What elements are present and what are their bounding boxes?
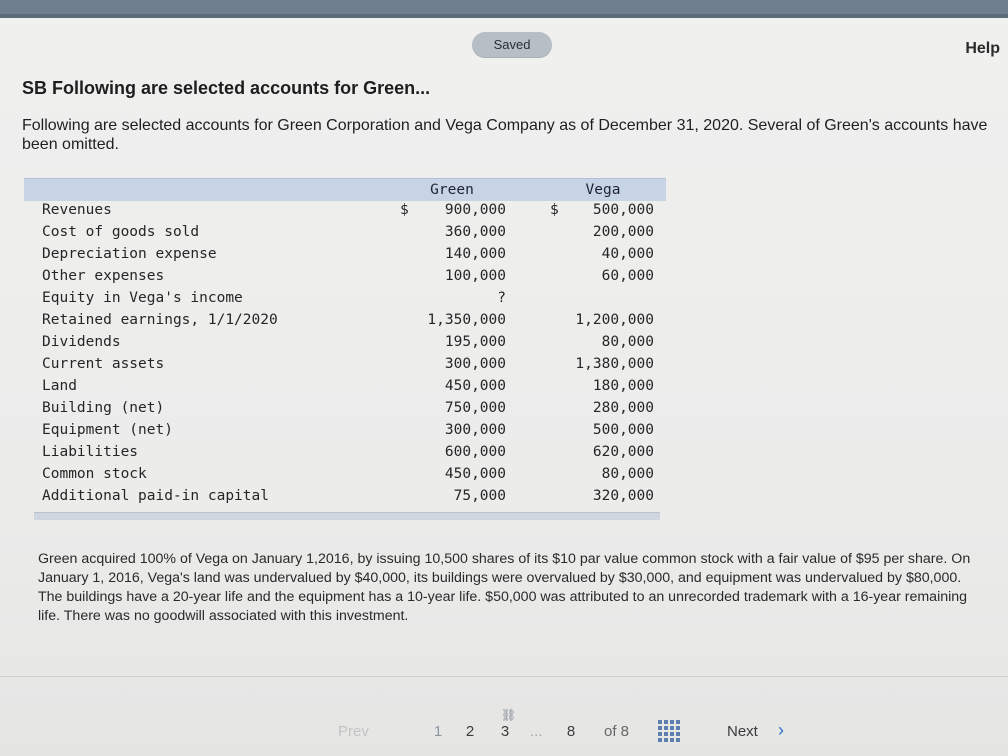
row-label: Common stock	[42, 466, 147, 482]
question-title: SB Following are selected accounts for Green...	[22, 78, 431, 98]
row-label: Dividends	[42, 334, 121, 350]
row-label: Land	[42, 378, 77, 394]
table-row	[24, 222, 666, 243]
row-label: Liabilities	[42, 444, 139, 460]
page-1-button[interactable]: 1	[433, 723, 443, 740]
row-label: Revenues	[42, 202, 112, 218]
table-row	[24, 244, 666, 265]
help-link[interactable]: Help	[965, 40, 1000, 57]
prev-button[interactable]: Prev	[338, 723, 369, 740]
vega-value: 60,000	[601, 268, 654, 284]
page-2-button[interactable]: 2	[465, 723, 475, 740]
vega-value: 80,000	[601, 466, 654, 482]
question-pager	[0, 708, 1008, 754]
accounts-table	[24, 178, 666, 520]
row-label: Equity in Vega's income	[42, 290, 243, 306]
green-value: 450,000	[444, 378, 506, 394]
row-label: Additional paid-in capital	[42, 488, 269, 504]
table-row	[24, 442, 666, 463]
row-label: Retained earnings, 1/1/2020	[42, 312, 278, 328]
green-value: 300,000	[444, 356, 506, 372]
browser-top-strip	[0, 0, 1008, 18]
column-header-vega: Vega	[585, 182, 621, 198]
vega-value: 1,200,000	[575, 312, 654, 328]
page-count-label: of 8	[604, 723, 630, 740]
vega-value: 280,000	[592, 400, 654, 416]
green-value: 900,000	[444, 202, 506, 218]
green-value: 600,000	[444, 444, 506, 460]
table-header-row	[24, 178, 666, 201]
row-label: Current assets	[42, 356, 165, 372]
green-value: 140,000	[444, 246, 506, 262]
row-label: Building (net)	[42, 400, 165, 416]
column-header-green: Green	[430, 182, 474, 198]
vega-value: 80,000	[601, 334, 654, 350]
vega-value: 1,380,000	[575, 356, 654, 372]
table-row	[24, 398, 666, 419]
row-label: Cost of goods sold	[42, 224, 200, 240]
pager-ellipsis: ...	[530, 723, 543, 740]
row-label: Equipment (net)	[42, 422, 173, 438]
page-3-button[interactable]: 3	[500, 723, 510, 740]
table-row	[24, 354, 666, 375]
table-row	[24, 266, 666, 287]
table-row	[24, 332, 666, 353]
green-value: 195,000	[444, 334, 506, 350]
vega-currency-symbol: $	[550, 202, 559, 218]
section-divider	[0, 676, 1008, 677]
page-8-button[interactable]: 8	[566, 723, 576, 740]
green-value: 1,350,000	[427, 312, 506, 328]
vega-value: 620,000	[592, 444, 654, 460]
grid-icon[interactable]	[658, 720, 680, 742]
table-row	[24, 464, 666, 485]
table-row	[24, 376, 666, 397]
green-value: 300,000	[444, 422, 506, 438]
vega-value: 500,000	[592, 202, 654, 218]
green-value: 100,000	[444, 268, 506, 284]
vega-value: 200,000	[592, 224, 654, 240]
row-label: Other expenses	[42, 268, 165, 284]
saved-status-badge: Saved	[472, 32, 552, 58]
question-content	[0, 74, 1008, 756]
green-value: 450,000	[444, 466, 506, 482]
table-row	[24, 200, 666, 221]
green-value: 75,000	[453, 488, 506, 504]
green-currency-symbol: $	[400, 202, 409, 218]
link-icon: ⛓	[501, 708, 517, 722]
next-button[interactable]: Next	[727, 723, 758, 740]
table-footer-band	[34, 512, 660, 520]
table-row	[24, 420, 666, 441]
table-row	[24, 310, 666, 331]
vega-value: 320,000	[592, 488, 654, 504]
acquisition-description: Green acquired 100% of Vega on January 1,2016, by issuing 10,500 shares of its $10 par value common stock with a fair value of $95 per share. On January 1, 2016, Vega's land was undervalued by $40,000, its buildings were overvalued by $30,000, and equipment was undervalued by $80,000. The buildings have a 20-year life and the equipment has a 10-year life. $50,000 was attributed to an unrecorded trademark with a 16-year remaining life. There was no goodwill associated with this investment.	[38, 551, 971, 624]
row-label: Depreciation expense	[42, 246, 217, 262]
table-row	[24, 288, 666, 309]
table-row	[24, 486, 666, 507]
vega-value: 40,000	[601, 246, 654, 262]
green-value: 360,000	[444, 224, 506, 240]
vega-value: 500,000	[592, 422, 654, 438]
question-intro: Following are selected accounts for Green Corporation and Vega Company as of December 31, 2020. Several of Green's accounts have been omitted.	[22, 117, 988, 153]
assignment-header	[0, 18, 1008, 75]
green-value: 750,000	[444, 400, 506, 416]
green-value-missing: ?	[497, 290, 506, 306]
chevron-right-icon[interactable]: ›	[778, 720, 784, 740]
vega-value: 180,000	[592, 378, 654, 394]
